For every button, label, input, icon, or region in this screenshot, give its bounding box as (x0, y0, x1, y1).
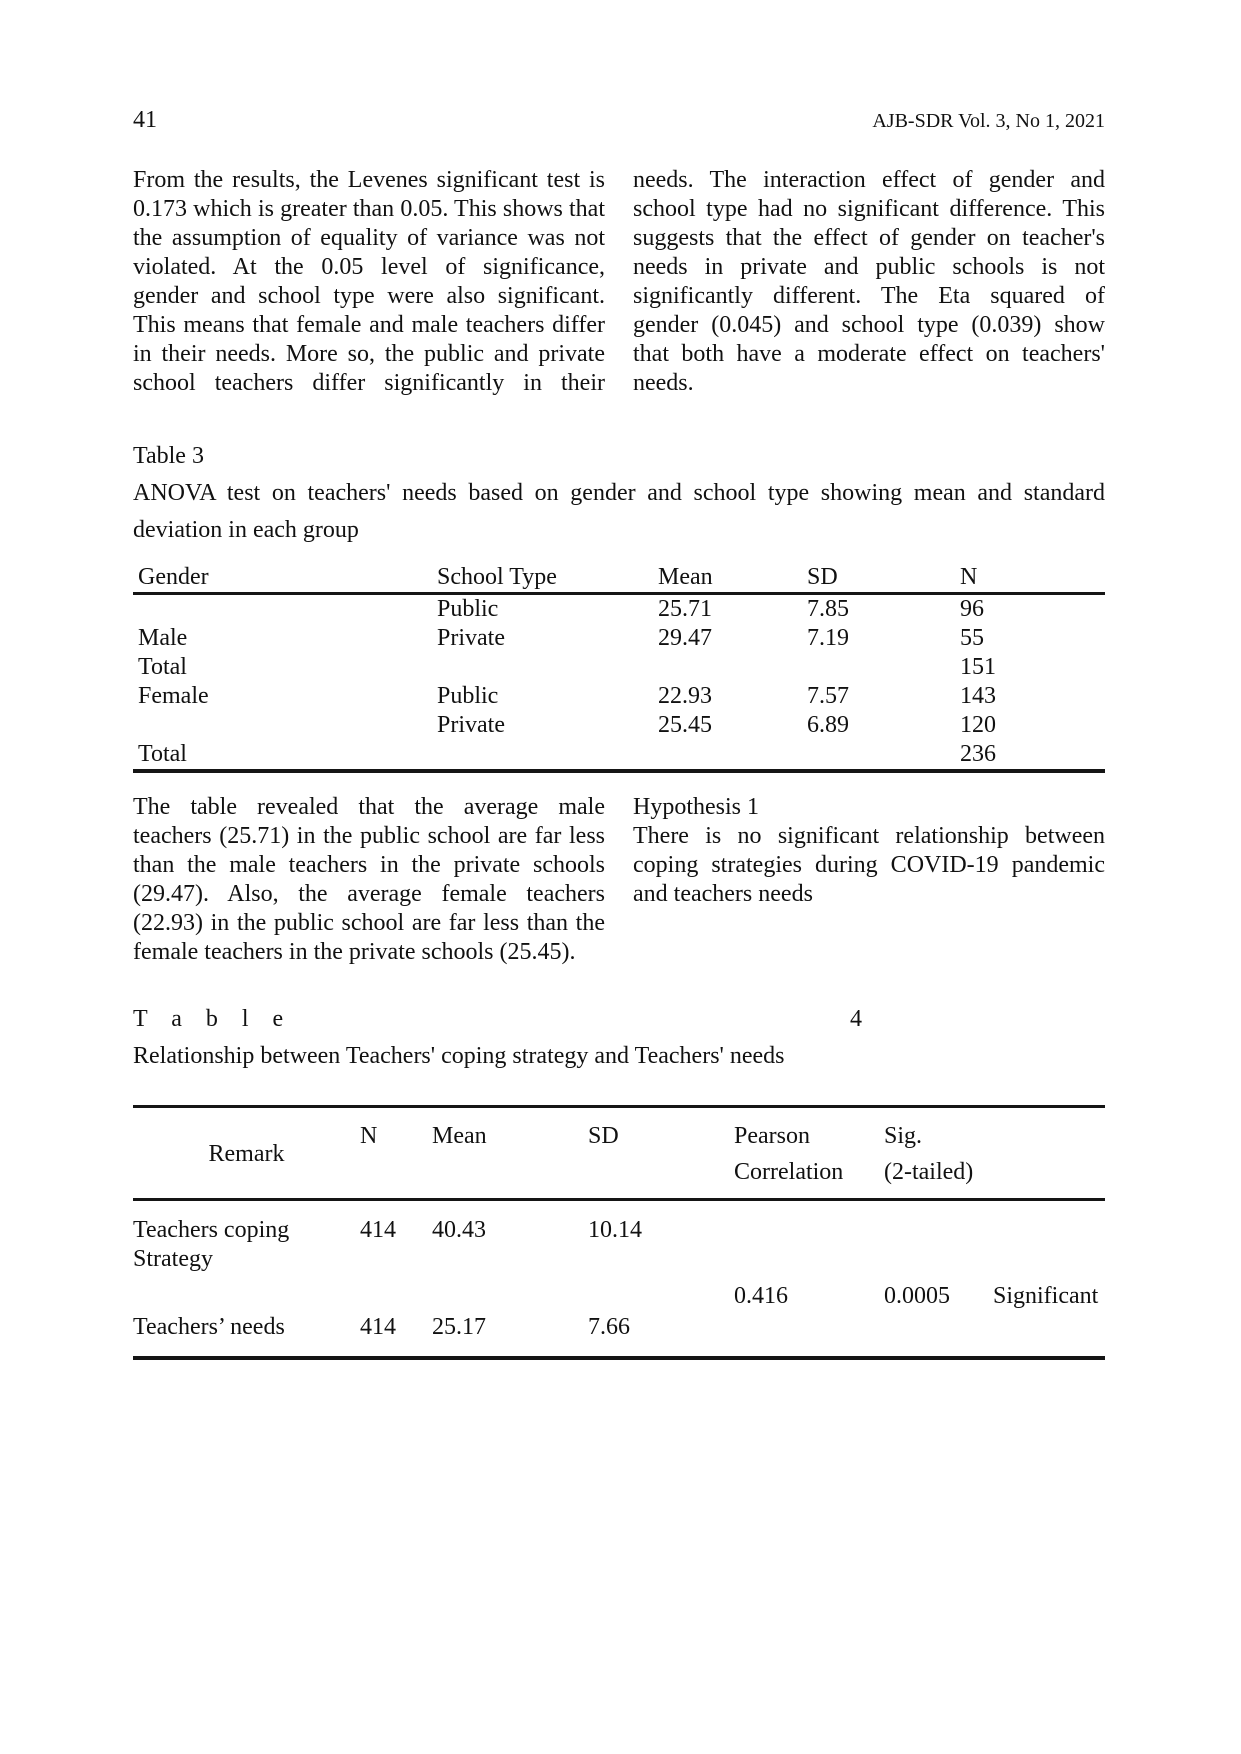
section-results (133, 166, 1105, 398)
table4-header-row (133, 1108, 1105, 1198)
paragraph-levene-results: From the results, the Levenes significant test is 0.173 which is greater than 0.05. This shows that the assumption of equality of variance was not violated. At the 0.05 level of significance, gender and school type were also significant. This means that female and male teachers differ in their needs. More so, the public and private school teachers differ significantly in their (133, 167, 605, 396)
table3-caption-block (133, 438, 1105, 549)
pearson-line2: Correlation (734, 1159, 844, 1185)
discussion-right-column (633, 793, 1105, 967)
table4-sig-value: 0.0005 (884, 1283, 950, 1309)
table3-cell (133, 711, 437, 740)
results-left-column (133, 166, 605, 398)
empty-cell (993, 1313, 1105, 1346)
hypothesis1-title: Hypothesis 1 (633, 794, 759, 820)
empty-cell (360, 1274, 432, 1313)
sig-line2: (2-tailed) (884, 1159, 974, 1185)
table3-caption: ANOVA test on teachers' needs based on gender and school type showing mean and standard deviation in each group (133, 480, 1105, 543)
table3-cell: Private (437, 625, 505, 651)
table3-header-n: N (960, 564, 978, 590)
table3-cell: 236 (960, 741, 996, 767)
empty-cell (734, 1216, 884, 1274)
table3-header-school-type: School Type (437, 564, 557, 590)
table4-row3-sd: 7.66 (588, 1314, 630, 1340)
paragraph-table3-discussion: The table revealed that the average male teachers (25.71) in the public school are far less than the male teachers in the private schools (29.47). Also, the average female teachers (22.93) in the public school are far less than the female teachers in the private schools (25.45). (133, 794, 605, 965)
table4-header-sd: SD (588, 1123, 619, 1149)
table3-cell: Public (437, 683, 499, 709)
table3-cell: Female (138, 683, 209, 709)
page-content (133, 106, 1105, 1360)
empty-cell (432, 1274, 588, 1313)
table3-cell: 55 (960, 625, 984, 651)
empty-cell (884, 1313, 993, 1346)
table3-cell: 143 (960, 683, 996, 709)
table3-cell: 22.93 (658, 683, 712, 709)
table3-cell: 151 (960, 654, 996, 680)
table3-cell: 7.19 (807, 625, 849, 651)
table4-row1-mean: 40.43 (432, 1217, 486, 1243)
table3-header-mean: Mean (658, 564, 713, 590)
sig-line1: Sig. (884, 1123, 923, 1149)
table3-cell (133, 595, 437, 624)
table3-label: Table 3 (133, 443, 204, 469)
table3-cell: 25.45 (658, 712, 712, 738)
table4-caption: Relationship between Teachers' coping strategy and Teachers' needs (133, 1043, 785, 1069)
table3-cell: 7.85 (807, 596, 849, 622)
table3-cell (807, 740, 960, 769)
table3-cell: 6.89 (807, 712, 849, 738)
pearson-line1: Pearson (734, 1123, 810, 1149)
table3-body (133, 595, 1105, 769)
discussion-left-column (133, 793, 605, 967)
journal-reference: AJB-SDR Vol. 3, No 1, 2021 (872, 110, 1105, 132)
table4-header-empty (993, 1118, 1105, 1190)
table4-remark-value: Significant (993, 1283, 1099, 1309)
running-head (133, 106, 1105, 136)
table4-bottom-rule (133, 1356, 1105, 1360)
table3-cell: Private (437, 712, 505, 738)
empty-cell (133, 1274, 360, 1313)
page-number: 41 (133, 107, 157, 133)
table3-cell (437, 740, 658, 769)
table3-bottom-rule (133, 769, 1105, 773)
table3-header-gender: Gender (138, 564, 209, 590)
table4-pearson-value: 0.416 (734, 1283, 788, 1309)
table3-cell: Total (138, 741, 187, 767)
table4-row3-label: Teachers’ needs (133, 1314, 285, 1340)
table4-row3-mean: 25.17 (432, 1314, 486, 1340)
table4-label: T a b l e (133, 1006, 293, 1032)
table3-cell: 120 (960, 712, 996, 738)
table3-cell: 7.57 (807, 683, 849, 709)
table3-cell: Public (437, 596, 499, 622)
empty-cell (588, 1274, 734, 1313)
table4-row1-sd: 10.14 (588, 1217, 642, 1243)
table3-cell (658, 740, 807, 769)
table4-header-mean: Mean (432, 1123, 487, 1149)
table4-header-sig (884, 1118, 993, 1190)
table4-row3-n: 414 (360, 1314, 396, 1340)
empty-cell (993, 1216, 1105, 1274)
results-right-column (633, 166, 1105, 398)
table3-cell: 29.47 (658, 625, 712, 651)
table3-cell: Total (138, 654, 187, 680)
table4-row1-n: 414 (360, 1217, 396, 1243)
hypothesis1-text: There is no significant relationship between coping strategies during COVID-19 pandemic and teachers needs (633, 823, 1105, 907)
table3-anova (133, 563, 1105, 773)
table4-header-remark: Remark (208, 1140, 285, 1167)
table4-header-pearson (734, 1118, 884, 1190)
table3-header-row (133, 563, 1105, 592)
table3-cell: Male (138, 625, 188, 651)
table4-label-line (133, 1001, 862, 1038)
table4-row1-label: Teachers coping Strategy (133, 1217, 290, 1272)
empty-cell (884, 1216, 993, 1274)
table4-caption-block (133, 1001, 1105, 1075)
table3-cell (807, 653, 960, 682)
table4-body (133, 1201, 1105, 1356)
table3-cell (658, 653, 807, 682)
paragraph-interaction-effect: needs. The interaction effect of gender and school type had no significant difference. This suggests that the effect of gender on teacher's needs in private and public schools is not significantly different. The Eta squared of gender (0.045) and school type (0.039) show that both have a moderate effect on teachers' needs. (633, 167, 1105, 396)
table4-header-n: N (360, 1123, 378, 1149)
table4-number: 4 (850, 1006, 862, 1032)
table3-cell: 25.71 (658, 596, 712, 622)
table4-correlation (133, 1105, 1105, 1360)
section-discussion (133, 793, 1105, 967)
table3-cell: 96 (960, 596, 984, 622)
table3-header-sd: SD (807, 564, 838, 590)
table3-cell (437, 653, 658, 682)
empty-cell (734, 1313, 884, 1346)
